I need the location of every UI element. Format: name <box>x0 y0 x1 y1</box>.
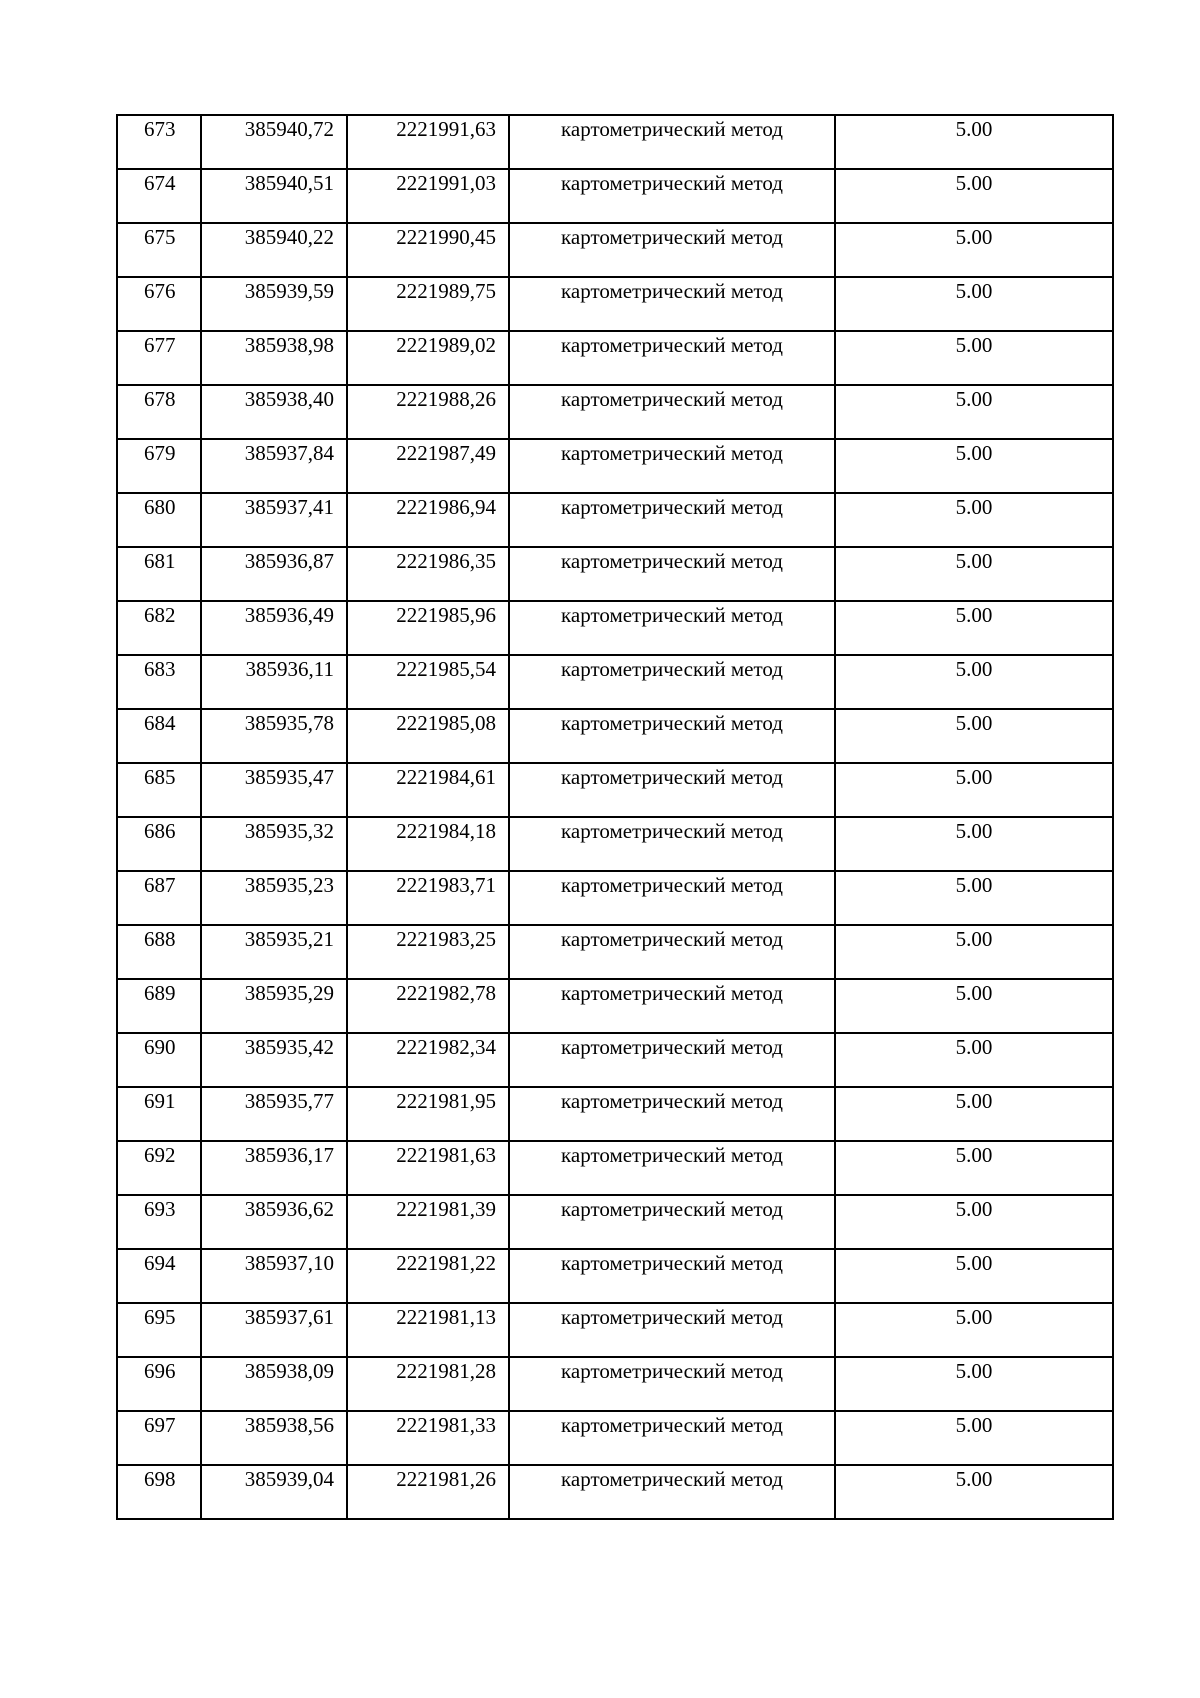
y-coordinate-cell: 2221982,78 <box>347 979 509 1033</box>
table-row <box>117 1357 1113 1411</box>
x-coordinate-cell: 385938,40 <box>201 385 347 439</box>
precision-cell: 5.00 <box>835 925 1113 979</box>
y-coordinate-cell: 2221985,08 <box>347 709 509 763</box>
point-number-cell: 697 <box>117 1411 201 1465</box>
method-cell: картометрический метод <box>509 277 835 331</box>
x-coordinate-cell: 385937,10 <box>201 1249 347 1303</box>
y-coordinate-cell: 2221988,26 <box>347 385 509 439</box>
point-number-cell: 698 <box>117 1465 201 1519</box>
point-number-cell: 676 <box>117 277 201 331</box>
y-coordinate-cell: 2221991,03 <box>347 169 509 223</box>
y-coordinate-cell: 2221981,33 <box>347 1411 509 1465</box>
x-coordinate-cell: 385937,41 <box>201 493 347 547</box>
y-coordinate-cell: 2221986,35 <box>347 547 509 601</box>
method-cell: картометрический метод <box>509 871 835 925</box>
precision-cell: 5.00 <box>835 655 1113 709</box>
y-coordinate-cell: 2221981,22 <box>347 1249 509 1303</box>
x-coordinate-cell: 385935,77 <box>201 1087 347 1141</box>
x-coordinate-cell: 385935,23 <box>201 871 347 925</box>
y-coordinate-cell: 2221983,71 <box>347 871 509 925</box>
method-cell: картометрический метод <box>509 169 835 223</box>
precision-cell: 5.00 <box>835 169 1113 223</box>
precision-cell: 5.00 <box>835 223 1113 277</box>
x-coordinate-cell: 385935,21 <box>201 925 347 979</box>
precision-cell: 5.00 <box>835 1087 1113 1141</box>
x-coordinate-cell: 385935,29 <box>201 979 347 1033</box>
point-number-cell: 693 <box>117 1195 201 1249</box>
point-number-cell: 685 <box>117 763 201 817</box>
x-coordinate-cell: 385940,72 <box>201 115 347 169</box>
point-number-cell: 695 <box>117 1303 201 1357</box>
point-number-cell: 677 <box>117 331 201 385</box>
precision-cell: 5.00 <box>835 1411 1113 1465</box>
x-coordinate-cell: 385938,98 <box>201 331 347 385</box>
method-cell: картометрический метод <box>509 115 835 169</box>
x-coordinate-cell: 385937,84 <box>201 439 347 493</box>
y-coordinate-cell: 2221983,25 <box>347 925 509 979</box>
method-cell: картометрический метод <box>509 1465 835 1519</box>
y-coordinate-cell: 2221985,54 <box>347 655 509 709</box>
x-coordinate-cell: 385936,87 <box>201 547 347 601</box>
table-row <box>117 601 1113 655</box>
method-cell: картометрический метод <box>509 223 835 277</box>
table-row <box>117 385 1113 439</box>
table-row <box>117 871 1113 925</box>
table-row <box>117 709 1113 763</box>
method-cell: картометрический метод <box>509 709 835 763</box>
method-cell: картометрический метод <box>509 331 835 385</box>
precision-cell: 5.00 <box>835 493 1113 547</box>
table-row <box>117 115 1113 169</box>
y-coordinate-cell: 2221991,63 <box>347 115 509 169</box>
point-number-cell: 689 <box>117 979 201 1033</box>
precision-cell: 5.00 <box>835 817 1113 871</box>
point-number-cell: 683 <box>117 655 201 709</box>
point-number-cell: 679 <box>117 439 201 493</box>
y-coordinate-cell: 2221984,61 <box>347 763 509 817</box>
table-row <box>117 979 1113 1033</box>
point-number-cell: 673 <box>117 115 201 169</box>
precision-cell: 5.00 <box>835 547 1113 601</box>
x-coordinate-cell: 385936,11 <box>201 655 347 709</box>
point-number-cell: 686 <box>117 817 201 871</box>
y-coordinate-cell: 2221986,94 <box>347 493 509 547</box>
x-coordinate-cell: 385937,61 <box>201 1303 347 1357</box>
x-coordinate-cell: 385938,09 <box>201 1357 347 1411</box>
table-row <box>117 1087 1113 1141</box>
x-coordinate-cell: 385936,49 <box>201 601 347 655</box>
precision-cell: 5.00 <box>835 871 1113 925</box>
y-coordinate-cell: 2221987,49 <box>347 439 509 493</box>
precision-cell: 5.00 <box>835 331 1113 385</box>
table-row <box>117 493 1113 547</box>
point-number-cell: 694 <box>117 1249 201 1303</box>
table-row <box>117 1411 1113 1465</box>
point-number-cell: 675 <box>117 223 201 277</box>
method-cell: картометрический метод <box>509 1357 835 1411</box>
table-row <box>117 763 1113 817</box>
x-coordinate-cell: 385940,22 <box>201 223 347 277</box>
table-row <box>117 169 1113 223</box>
precision-cell: 5.00 <box>835 1033 1113 1087</box>
y-coordinate-cell: 2221981,39 <box>347 1195 509 1249</box>
point-number-cell: 696 <box>117 1357 201 1411</box>
precision-cell: 5.00 <box>835 1141 1113 1195</box>
method-cell: картометрический метод <box>509 979 835 1033</box>
y-coordinate-cell: 2221982,34 <box>347 1033 509 1087</box>
method-cell: картометрический метод <box>509 817 835 871</box>
precision-cell: 5.00 <box>835 1357 1113 1411</box>
y-coordinate-cell: 2221981,26 <box>347 1465 509 1519</box>
point-number-cell: 690 <box>117 1033 201 1087</box>
x-coordinate-cell: 385938,56 <box>201 1411 347 1465</box>
precision-cell: 5.00 <box>835 763 1113 817</box>
precision-cell: 5.00 <box>835 1195 1113 1249</box>
table-row <box>117 277 1113 331</box>
table-row <box>117 331 1113 385</box>
table-row <box>117 925 1113 979</box>
y-coordinate-cell: 2221990,45 <box>347 223 509 277</box>
point-number-cell: 688 <box>117 925 201 979</box>
point-number-cell: 691 <box>117 1087 201 1141</box>
table-row <box>117 655 1113 709</box>
method-cell: картометрический метод <box>509 385 835 439</box>
x-coordinate-cell: 385935,47 <box>201 763 347 817</box>
precision-cell: 5.00 <box>835 979 1113 1033</box>
coordinates-table-body <box>117 115 1113 1519</box>
point-number-cell: 684 <box>117 709 201 763</box>
method-cell: картометрический метод <box>509 439 835 493</box>
table-row <box>117 547 1113 601</box>
method-cell: картометрический метод <box>509 1033 835 1087</box>
method-cell: картометрический метод <box>509 493 835 547</box>
table-row <box>117 1033 1113 1087</box>
y-coordinate-cell: 2221984,18 <box>347 817 509 871</box>
table-row <box>117 439 1113 493</box>
x-coordinate-cell: 385935,78 <box>201 709 347 763</box>
y-coordinate-cell: 2221981,95 <box>347 1087 509 1141</box>
method-cell: картометрический метод <box>509 1411 835 1465</box>
x-coordinate-cell: 385939,59 <box>201 277 347 331</box>
y-coordinate-cell: 2221989,02 <box>347 331 509 385</box>
precision-cell: 5.00 <box>835 1465 1113 1519</box>
precision-cell: 5.00 <box>835 601 1113 655</box>
table-row <box>117 1249 1113 1303</box>
x-coordinate-cell: 385936,17 <box>201 1141 347 1195</box>
method-cell: картометрический метод <box>509 1087 835 1141</box>
method-cell: картометрический метод <box>509 1141 835 1195</box>
method-cell: картометрический метод <box>509 1303 835 1357</box>
x-coordinate-cell: 385940,51 <box>201 169 347 223</box>
method-cell: картометрический метод <box>509 1249 835 1303</box>
x-coordinate-cell: 385935,42 <box>201 1033 347 1087</box>
point-number-cell: 678 <box>117 385 201 439</box>
point-number-cell: 674 <box>117 169 201 223</box>
y-coordinate-cell: 2221981,28 <box>347 1357 509 1411</box>
y-coordinate-cell: 2221989,75 <box>347 277 509 331</box>
table-row <box>117 1303 1113 1357</box>
table-row <box>117 1141 1113 1195</box>
table-row <box>117 1465 1113 1519</box>
point-number-cell: 682 <box>117 601 201 655</box>
y-coordinate-cell: 2221981,13 <box>347 1303 509 1357</box>
method-cell: картометрический метод <box>509 547 835 601</box>
table-row <box>117 817 1113 871</box>
precision-cell: 5.00 <box>835 385 1113 439</box>
point-number-cell: 681 <box>117 547 201 601</box>
table-row <box>117 1195 1113 1249</box>
y-coordinate-cell: 2221981,63 <box>347 1141 509 1195</box>
precision-cell: 5.00 <box>835 439 1113 493</box>
precision-cell: 5.00 <box>835 277 1113 331</box>
method-cell: картометрический метод <box>509 655 835 709</box>
x-coordinate-cell: 385935,32 <box>201 817 347 871</box>
table-row <box>117 223 1113 277</box>
x-coordinate-cell: 385936,62 <box>201 1195 347 1249</box>
precision-cell: 5.00 <box>835 1249 1113 1303</box>
point-number-cell: 687 <box>117 871 201 925</box>
x-coordinate-cell: 385939,04 <box>201 1465 347 1519</box>
precision-cell: 5.00 <box>835 115 1113 169</box>
method-cell: картометрический метод <box>509 925 835 979</box>
method-cell: картометрический метод <box>509 1195 835 1249</box>
coordinates-table <box>116 114 1114 1520</box>
point-number-cell: 692 <box>117 1141 201 1195</box>
precision-cell: 5.00 <box>835 1303 1113 1357</box>
method-cell: картометрический метод <box>509 601 835 655</box>
y-coordinate-cell: 2221985,96 <box>347 601 509 655</box>
method-cell: картометрический метод <box>509 763 835 817</box>
point-number-cell: 680 <box>117 493 201 547</box>
precision-cell: 5.00 <box>835 709 1113 763</box>
